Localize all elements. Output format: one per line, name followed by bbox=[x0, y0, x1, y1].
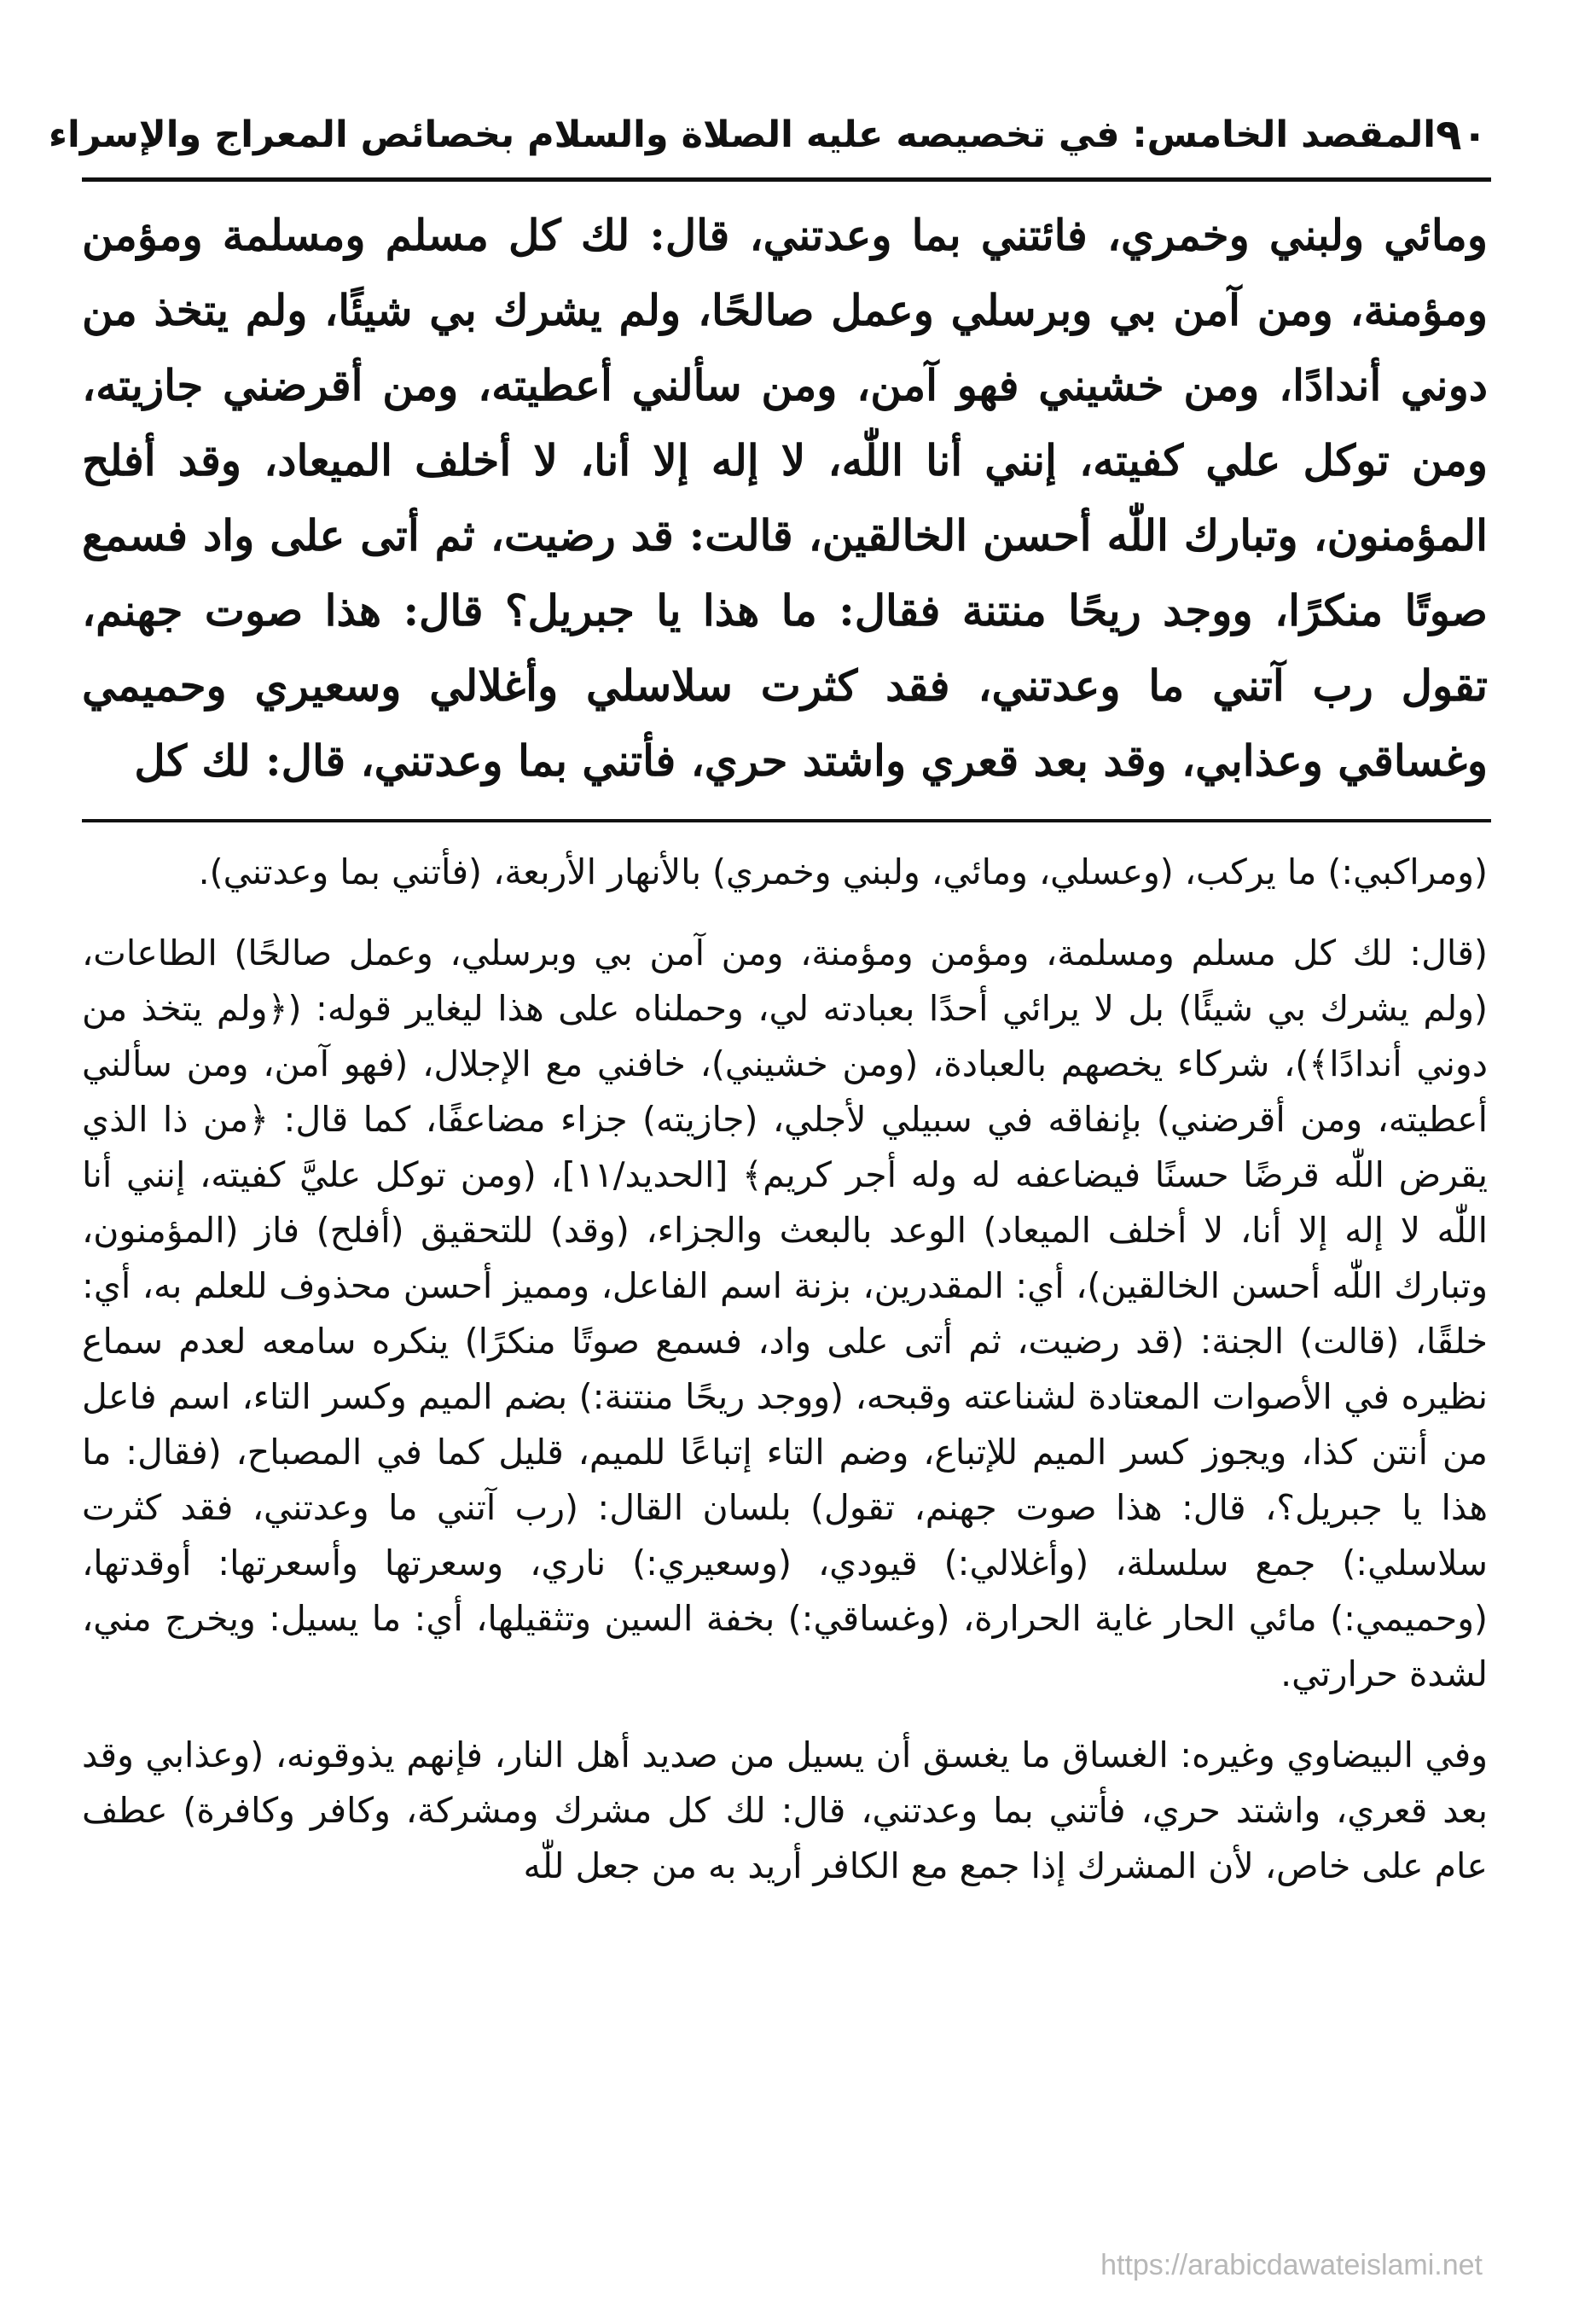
text-commentary-divider bbox=[82, 819, 1491, 822]
page-number: ٩٠ bbox=[1435, 110, 1488, 160]
main-text bbox=[82, 198, 1488, 799]
commentary-paragraph-3: وفي البيضاوي وغيره: الغساق ما يغسق أن يسيل من صديد أهل النار، فإنهم يذوقونه، (وعذابي وقد بعد قعري، واشتد حري، فأتني بما وعدتني، قال: لك كل مشرك ومشركة، وكافر وكافرة) عطف عام على خاص، لأن المشرك إذا جمع مع الكافر أريد به من جعل للّٰه bbox=[82, 1734, 1488, 1886]
page-header bbox=[49, 101, 1488, 169]
commentary-paragraph-2: (قال: لك كل مسلم ومسلمة، ومؤمن ومؤمنة، ومن آمن بي وبرسلي، وعمل صالحًا) الطاعات، (ولم يشرك بي شيئًا) بل لا يرائي أحدًا بعبادته لي، وحملناه على هذا ليغاير قوله: (﴿ولم يتخذ من دوني أندادًا﴾)، شركاء يخصهم بالعبادة، (ومن خشيني)، خافني مع الإجلال، (فهو آمن، ومن سألني أعطيته، ومن أقرضني) بإنفاقه في سبيلي لأجلي، (جازيته) جزاء مضاعفًا، كما قال: ﴿من ذا الذي يقرض اللّٰه قرضًا حسنًا فيضاعفه له وله أجر كريم﴾ [الحديد/١١]، (ومن توكل عليَّ كفيته، إنني أنا اللّٰه لا إله إلا أنا، لا أخلف الميعاد) الوعد بالبعث والجزاء، (وقد) للتحقيق (أفلح) فاز (المؤمنون، وتبارك اللّٰه أحسن الخالقين)، أي: المقدرين، بزنة اسم الفاعل، ومميز أحسن محذوف للعلم به، أي: خلقًا، (قالت) الجنة: (قد رضيت، ثم أتى على واد، فسمع صوتًا منكرًا) ينكره سامعه لعدم سماع نظيره في الأصوات المعتادة لشناعته وقبحه، (ووجد ريحًا منتنة:) بضم الميم وكسر التاء، اسم فاعل من أنتن كذا، ويجوز كسر الميم للإتباع، وضم التاء إتباعًا للميم، قليل كما في المصباح، (فقال: ما هذا يا جبريل؟، قال: هذا صوت جهنم، تقول) بلسان القال: (رب آتني ما وعدتني، فقد كثرت سلاسلي:) جمع سلسلة، (وأغلالي:) قيودي، (وسعيري:) ناري، وسعرتها وأسعرتها: أوقدتها، (وحميمي:) مائي الحار غاية الحرارة، (وغساقي:) بخفة السين وتثقيلها، أي: ما يسيل: ويخرج مني، لشدة حرارتي. bbox=[82, 933, 1488, 1694]
header-rule bbox=[82, 177, 1491, 182]
website-watermark: https://arabicdawateislami.net bbox=[1100, 2249, 1483, 2281]
main-paragraph: ومائي ولبني وخمري، فائتني بما وعدتني، قال: لك كل مسلم ومسلمة ومؤمن ومؤمنة، ومن آمن بي وبرسلي وعمل صالحًا، ولم يشرك بي شيئًا، ولم يتخذ من دوني أندادًا، ومن خشيني فهو آمن، ومن سألني أعطيته، ومن أقرضني جازيته، ومن توكل علي كفيته، إنني أنا اللّٰه، لا إله إلا أنا، لا أخلف الميعاد، وقد أفلح المؤمنون، وتبارك اللّٰه أحسن الخالقين، قالت: قد رضيت، ثم أتى على واد فسمع صوتًا منكرًا، ووجد ريحًا منتنة فقال: ما هذا يا جبريل؟ قال: هذا صوت جهنم، تقول رب آتني ما وعدتني، فقد كثرت سلاسلي وأغلالي وسعيري وحميمي وغساقي وعذابي، وقد بعد قعري واشتد حري، فأتني بما وعدتني، قال: لك كل bbox=[82, 210, 1488, 786]
commentary-paragraph-1: (ومراكبي:) ما يركب، (وعسلي، ومائي، ولبني وخمري) بالأنهار الأربعة، (فأتني بما وعدتني). bbox=[198, 851, 1488, 892]
commentary bbox=[82, 845, 1488, 1894]
running-title: المقصد الخامس: في تخصيصه عليه الصلاة والسلام بخصائص المعراج والإسراء bbox=[49, 113, 1436, 156]
